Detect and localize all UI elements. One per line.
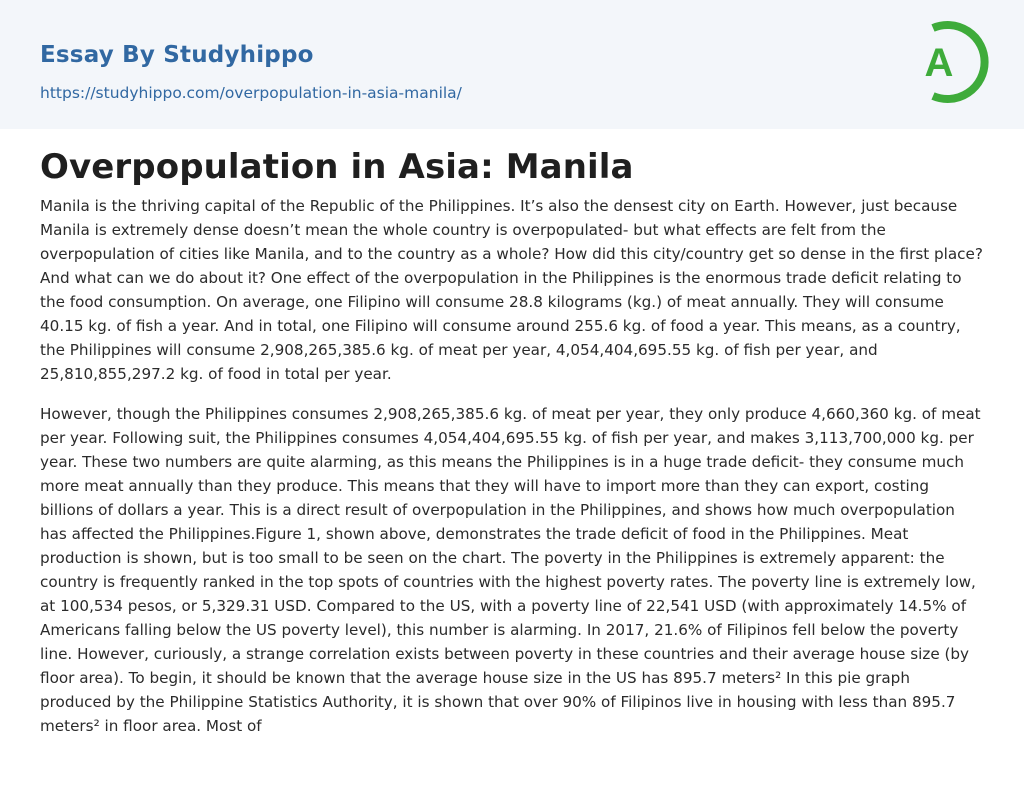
site-title[interactable]: Essay By Studyhippo	[40, 42, 314, 68]
article-paragraph: Manila is the thriving capital of the Republic of the Philippines. It’s also the densest city on Earth. However, just because Manila is extremely dense doesn’t mean the whole country is overpopulated- but what effects are felt from the overpopulation of cities like Manila, and to the country as a whole? How did this city/country get so dense in the first place? And what can we do about it? One effect of the overpopulation in the Philippines is the enormous trade deficit relating to the food consumption. On average, one Filipino will consume 28.8 kilograms (kg.) of meat annually. They will consume 40.15 kg. of fish a year. And in total, one Filipino will consume around 255.6 kg. of food a year. This means, as a country, the Philippines will consume 2,908,265,385.6 kg. of meat per year, 4,054,404,695.55 kg. of fish per year, and 25,810,855,297.2 kg. of food in total per year.	[40, 197, 983, 383]
studyhippo-logo-icon[interactable]	[909, 18, 989, 106]
logo-letter: A	[924, 41, 954, 85]
article-url-link[interactable]: https://studyhippo.com/overpopulation-in-asia-manila/	[40, 84, 462, 102]
page-title: Overpopulation in Asia: Manila	[40, 147, 634, 187]
article-paragraph: However, though the Philippines consumes 2,908,265,385.6 kg. of meat per year, they only produce 4,660,360 kg. of meat per year. Following suit, the Philippines consumes 4,054,404,695.55 kg. of fish per year, and makes 3,113,700,000 kg. per year. These two numbers are quite alarming, as this means the Philippines is in a huge trade deficit- they consume much more meat annually than they produce. This means that they will have to import more than they can export, costing billions of dollars a year. This is a direct result of overpopulation in the Philippines, and shows how much overpopulation has affected the Philippines.Figure 1, shown above, demonstrates the trade deficit of food in the Philippines. Meat production is shown, but is too small to be seen on the chart. The poverty in the Philippines is extremely apparent: the country is frequently ranked in the top spots of countries with the highest poverty rates. The poverty line is extremely low, at 100,534 pesos, or 5,329.31 USD. Compared to the US, with a poverty line of 22,541 USD (with approximately 14.5% of Americans falling below the US poverty level), this number is alarming. In 2017, 21.6% of Filipinos fell below the poverty line. However, curiously, a strange correlation exists between poverty in these countries and their average house size (by floor area). To begin, it should be known that the average house size in the US has 895.7 meters² In this pie graph produced by the Philippine Statistics Authority, it is shown that over 90% of Filipinos live in housing with less than 895.7 meters² in floor area. Most of	[40, 405, 981, 735]
site-header	[0, 0, 1024, 129]
article-body	[40, 194, 984, 754]
